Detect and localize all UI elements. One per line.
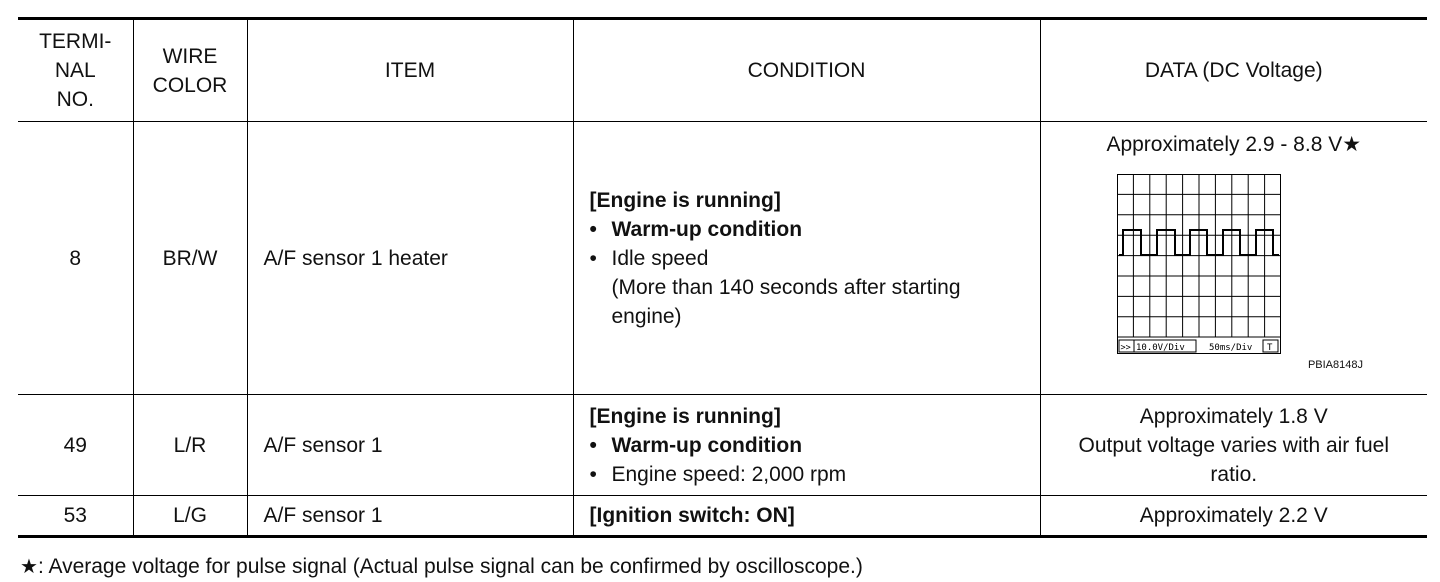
terminal-cell: 53 xyxy=(18,496,133,537)
scope-time-div: 50ms/Div xyxy=(1208,343,1252,353)
star-icon: ★ xyxy=(20,556,38,578)
data-cell: Approximately 2.2 V xyxy=(1040,496,1427,537)
wire-color-cell: BR/W xyxy=(133,122,247,395)
scope-right-button: T xyxy=(1266,343,1272,353)
terminal-cell: 8 xyxy=(18,122,133,395)
terminal-data-table xyxy=(18,17,1427,538)
condition-subtext: (More than 140 seconds after starting xyxy=(611,275,961,299)
terminal-data-table-wrap xyxy=(18,17,1427,538)
wire-color-cell: L/R xyxy=(133,395,247,496)
data-value: Approximately 1.8 V xyxy=(1139,404,1328,428)
condition-bullet: • Warm-up condition xyxy=(590,215,1040,244)
terminal-cell: 49 xyxy=(18,395,133,496)
oscilloscope-waveform xyxy=(1117,174,1281,354)
condition-title: [Ignition switch: ON] xyxy=(589,504,795,527)
header-terminal-no: TERMI- NAL NO. xyxy=(18,19,133,122)
data-cell xyxy=(1040,122,1427,395)
condition-bullet: • Engine speed: 2,000 rpm xyxy=(590,460,1040,489)
condition-cell xyxy=(573,122,1040,395)
data-value: ratio. xyxy=(1210,462,1258,486)
scope-left-button: >> xyxy=(1120,343,1131,353)
wire-color-cell: L/G xyxy=(133,496,247,537)
condition-title: [Engine is running] xyxy=(589,404,781,428)
condition-bullet: • Warm-up condition xyxy=(590,431,1040,460)
condition-cell xyxy=(573,496,1040,537)
header-data: DATA (DC Voltage) xyxy=(1040,19,1427,122)
table-header-row xyxy=(18,19,1427,122)
image-code: PBIA8148J xyxy=(1307,359,1363,371)
table-row xyxy=(18,122,1427,395)
data-cell xyxy=(1040,395,1427,496)
footnote xyxy=(20,552,863,582)
header-condition: CONDITION xyxy=(573,19,1040,122)
data-value: Output voltage varies with air fuel xyxy=(1078,433,1389,457)
condition-bullet: • Idle speed xyxy=(590,244,1040,273)
item-cell: A/F sensor 1 xyxy=(247,395,573,496)
table-row xyxy=(18,496,1427,537)
table-row xyxy=(18,395,1427,496)
scope-volt-div: 10.0V/Div xyxy=(1135,343,1185,353)
item-cell: A/F sensor 1 heater xyxy=(247,122,573,395)
data-value: Approximately 2.9 - 8.8 V★ xyxy=(1106,133,1362,156)
condition-cell xyxy=(573,395,1040,496)
oscilloscope-figure xyxy=(1041,122,1428,394)
item-cell: A/F sensor 1 xyxy=(247,496,573,537)
footnote-text: : Average voltage for pulse signal (Actual pulse signal can be confirmed by oscilloscope.) xyxy=(37,555,863,578)
condition-title: [Engine is running] xyxy=(589,188,781,212)
header-item: ITEM xyxy=(247,19,573,122)
header-wire-color: WIRE COLOR xyxy=(133,19,247,122)
condition-subtext: engine) xyxy=(611,304,682,328)
